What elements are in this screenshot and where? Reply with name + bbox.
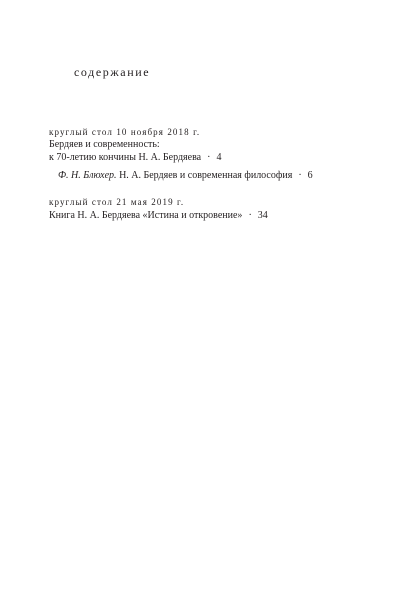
toc-author: Ф. Н. Блюхер. [58, 170, 117, 181]
toc-entry-berdyaev-modernity-line1[interactable]: Бердяев и современность: [49, 139, 160, 150]
toc-separator: · [248, 210, 252, 221]
page-title: содержание [74, 65, 151, 79]
toc-separator: · [298, 170, 302, 181]
toc-page-number: 4 [216, 152, 222, 163]
section-heading-round-table-2019: круглый стол 21 мая 2019 г. [49, 197, 185, 207]
toc-page-number: 34 [257, 210, 268, 221]
toc-entry-title: Книга Н. А. Бердяева «Истина и откровение» [49, 210, 243, 221]
toc-entry-truth-revelation[interactable] [49, 209, 268, 222]
section-heading-round-table-2018: круглый стол 10 ноября 2018 г. [49, 127, 201, 137]
toc-entry-blukher-philosophy[interactable] [58, 169, 313, 182]
toc-entry-title: Н. А. Бердяев и современная философия [119, 170, 293, 181]
toc-entry-berdyaev-modernity-line2[interactable] [49, 151, 221, 164]
toc-page-number: 6 [307, 170, 313, 181]
toc-separator: · [207, 152, 211, 163]
toc-entry-title: к 70-летию кончины Н. А. Бердяева [49, 152, 202, 163]
